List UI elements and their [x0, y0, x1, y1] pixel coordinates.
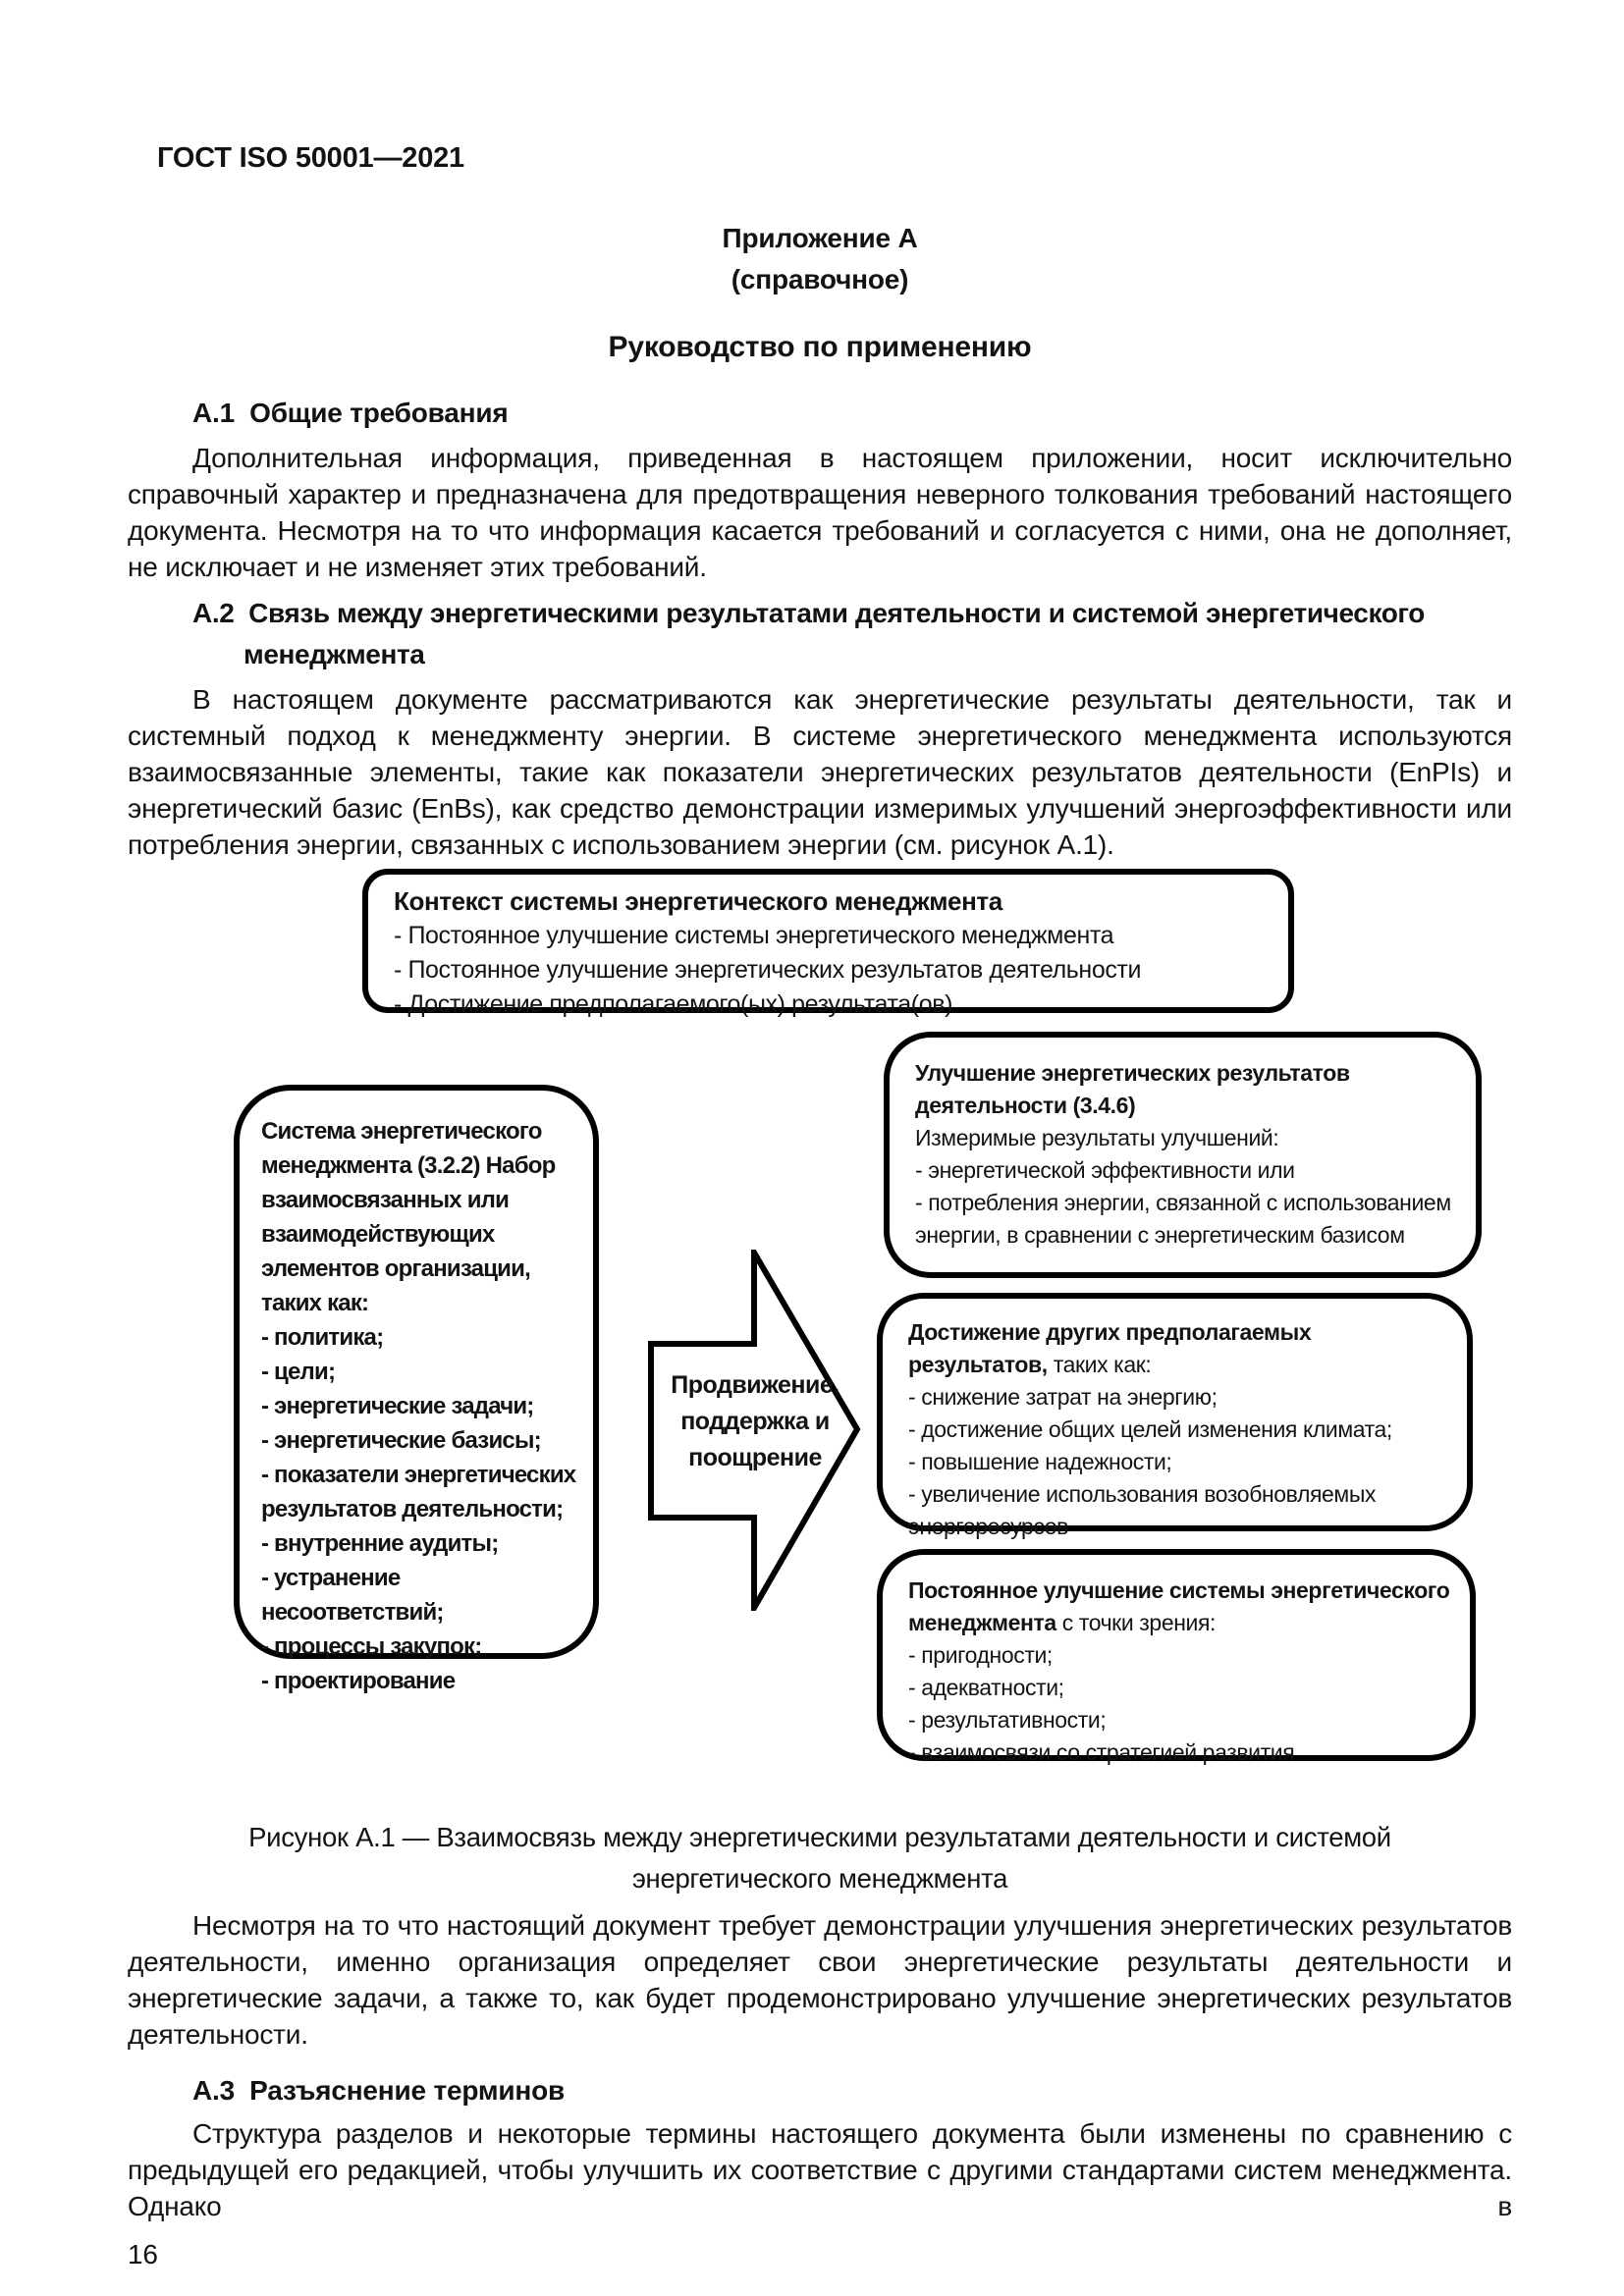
list-item: - проектирование — [261, 1668, 456, 1694]
paragraph-a1: Дополнительная информация, приведенная в настоящем приложении, носит исключительно справочный характер и предназначена для предотвращения неверного толкования требований настоящего документа. Несмотря на то что информация касается требований и согласуется с ними, она не дополняет, не исключает и не изменяет этих требований. — [128, 443, 1512, 582]
paragraph-a3: Структура разделов и некоторые термины настоящего документа были изменены по сравнению с предыдущей его редакцией, чтобы улучшить их соответствие с другими стандартами систем менеджмента. Однако в — [128, 2118, 1512, 2221]
figure-caption: Рисунок А.1 — Взаимосвязь между энергетическими результатами деятельности и системой энергетического менеджмента — [248, 1822, 1391, 1894]
enms-box-term: Система энергетического менеджмента (3.2.2) — [261, 1118, 542, 1179]
list-item: - энергетической эффективности или — [915, 1157, 1295, 1183]
heading-a1: А.1 Общие требования — [192, 398, 509, 428]
list-item: - показатели энергетических результатов деятельности; — [261, 1462, 576, 1522]
list-item: - результативности; — [908, 1707, 1107, 1733]
list-item: - повышение надежности; — [908, 1449, 1172, 1474]
context-box — [362, 869, 1294, 1018]
paragraph-after-figure: Несмотря на то что настоящий документ требует демонстрации улучшения энергетических результатов деятельности, именно организация определяет свои энергетические результаты деятельности и энергетические задачи, а также то, как будет продемонстрировано улучшение энергетических результатов деятельности. — [128, 1910, 1512, 2050]
annex-title: Руководство по применению — [608, 331, 1032, 363]
list-item: - достижение общих целей изменения климата; — [908, 1416, 1392, 1442]
document-header: ГОСТ ISO 50001—2021 — [157, 142, 464, 174]
figure-a1 — [128, 869, 1512, 1768]
list-item: - Постоянное улучшение энергетических результатов деятельности — [394, 956, 1142, 984]
promotion-arrow-label: Продвижение, поддержка и поощрение — [671, 1371, 839, 1471]
other-outcomes-box — [877, 1293, 1473, 1539]
list-item: - Постоянное улучшение системы энергетического менеджмента — [394, 922, 1114, 949]
paragraph-a2: В настоящем документе рассматриваются как энергетические результаты деятельности, так и системный подход к менеджменту энергии. В системе энергетического менеджмента используются взаимосвязанные элементы, такие как показатели энергетических результатов деятельности (EnPIs) и энергетический базис (EnBs), как средство демонстрации измеримых улучшений энергоэффективности или потребления энергии, связанных с использованием энергии (см. рисунок А.1). — [128, 684, 1512, 860]
list-item: - политика; — [261, 1324, 384, 1351]
list-item: - Достижение предполагаемого(ых) результата(ов) — [394, 990, 953, 1018]
heading-a2: А.2 Связь между энергетическими результатами деятельности и системой энергетического менеджмента — [192, 598, 1433, 669]
enms-box — [234, 1085, 599, 1694]
list-item: - взаимосвязи со стратегией развития — [908, 1739, 1295, 1765]
list-item: - адекватности; — [908, 1675, 1064, 1700]
list-item: - снижение затрат на энергию; — [908, 1384, 1218, 1410]
continual-improvement-box-title: Постоянное улучшение системы энергетического менеджмента с точки зрения: — [908, 1577, 1450, 1635]
page-number: 16 — [128, 2239, 158, 2269]
list-item: - энергетические базисы; — [261, 1427, 541, 1454]
context-box-title: Контекст системы энергетического менеджмента — [394, 886, 1002, 916]
list-item: - процессы закупок; — [261, 1633, 482, 1660]
list-item: - пригодности; — [908, 1642, 1053, 1668]
annex-note: (справочное) — [731, 264, 909, 294]
improvement-box-subtitle: Измеримые результаты улучшений: — [915, 1125, 1279, 1150]
other-outcomes-box-title: Достижение других предполагаемых результатов, таких как: — [908, 1319, 1312, 1377]
list-item: - потребления энергии, связанной с использованием энергии, в сравнении с энергетическим базисом — [915, 1190, 1451, 1248]
list-item: - внутренние аудиты; — [261, 1530, 499, 1557]
continual-improvement-box — [877, 1549, 1476, 1765]
improvement-box-title: Улучшение энергетических результатов деятельности (3.4.6) — [915, 1060, 1350, 1118]
list-item: - увеличение использования возобновляемых энергоресурсов — [908, 1481, 1377, 1539]
list-item: - цели; — [261, 1359, 336, 1385]
list-item: - энергетические задачи; — [261, 1393, 534, 1419]
improvement-box — [884, 1032, 1482, 1278]
enms-box-definition: Набор взаимосвязанных или взаимодействующих элементов организации, таких как: — [261, 1152, 556, 1316]
list-item: - устранение несоответствий; — [261, 1565, 444, 1626]
annex-label: Приложение А — [722, 223, 918, 253]
heading-a3: А.3 Разъяснение терминов — [192, 2075, 566, 2106]
